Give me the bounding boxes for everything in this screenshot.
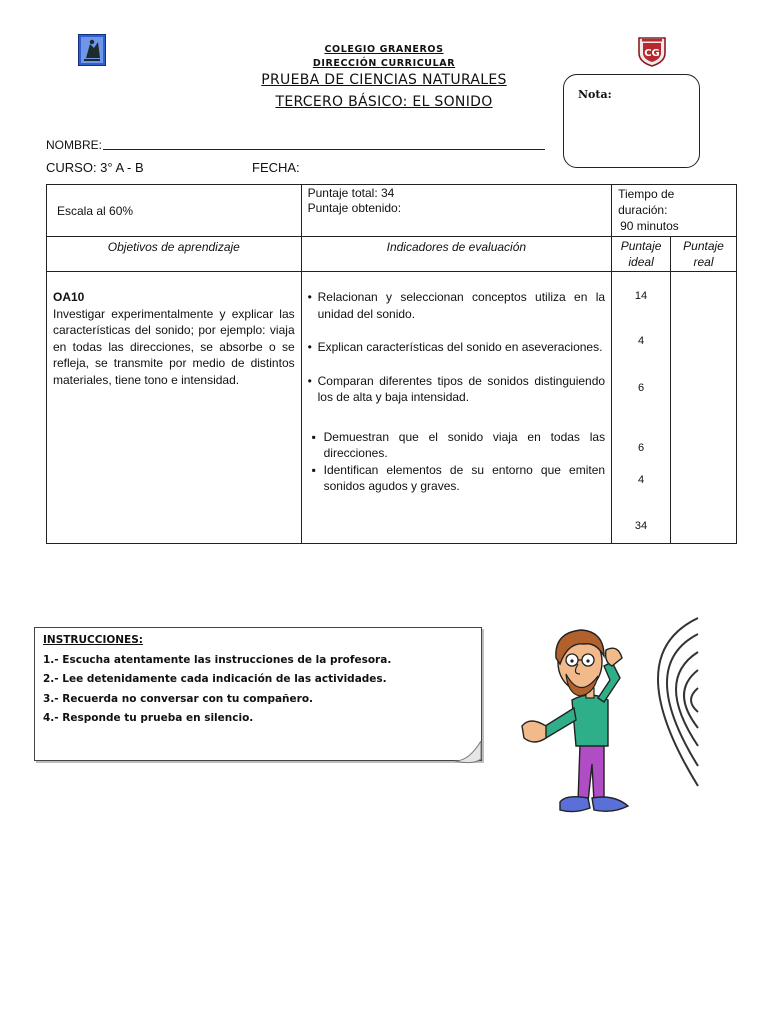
bullet-icon: •: [307, 373, 312, 388]
objective-text: Investigar experimentalmente y explicar las características del sonido; por ejemplo: viaja en todas las direcciones, se absorbe o se refleja, se transmite por medio de distintos materiales, tiene tono e intensidad.: [53, 306, 295, 387]
ideal-score-total: 34: [634, 520, 648, 532]
ideal-score-value: 4: [637, 474, 645, 486]
indicator-item: [308, 339, 605, 356]
ideal-score-header-2: ideal: [628, 255, 654, 269]
name-label: NOMBRE:: [46, 138, 103, 152]
objectives-header-text: Objetivos de aprendizaje: [107, 240, 240, 254]
indicator-text: Identifican elementos de su entorno que emiten sonidos agudos y graves.: [323, 462, 606, 493]
indicators-cell: [301, 272, 611, 544]
name-input-line[interactable]: [103, 149, 545, 150]
ideal-score-header: [612, 237, 671, 272]
indicator-text: Comparan diferentes tipos de sonidos distinguiendo los de alta y baja intensidad.: [317, 373, 606, 404]
table-content-row: [47, 272, 737, 544]
objective-cell: [47, 272, 302, 544]
objectives-header: [47, 237, 302, 272]
table-header-row: [47, 237, 737, 272]
indicator-text: Demuestran que el sonido viaja en todas las direcciones.: [323, 429, 606, 460]
ideal-score-value: 14: [634, 290, 648, 302]
ideal-scores-cell: [612, 272, 671, 544]
test-title: PRUEBA DE CIENCIAS NATURALES: [261, 72, 507, 88]
ideal-score-value: 6: [637, 442, 645, 454]
test-subtitle: TERCERO BÁSICO: EL SONIDO: [275, 94, 493, 110]
instructions-title: INSTRUCCIONES:: [43, 634, 143, 646]
indicator-item: [308, 462, 605, 495]
instruction-item: 1.- Escucha atentamente las instrucciones de la profesora.: [43, 653, 392, 666]
indicators-header: [301, 237, 611, 272]
table-summary-row: [47, 185, 737, 237]
objective-code: OA10: [53, 290, 85, 304]
indicator-text: Explican características del sonido en aseveraciones.: [317, 340, 603, 354]
real-score-header: [671, 237, 737, 272]
ideal-score-value: 4: [637, 335, 645, 347]
ideal-score-value: 6: [637, 382, 645, 394]
course-label: CURSO: 3° A - B: [46, 160, 144, 175]
obtained-score-text: Puntaje obtenido:: [307, 201, 402, 215]
instructions-list: [43, 631, 391, 729]
indicator-item: [308, 373, 605, 406]
total-score-text: Puntaje total: 34: [307, 186, 395, 200]
duration-value: 90 minutos: [620, 219, 679, 233]
bullet-icon: •: [307, 340, 312, 354]
indicator-text: Relacionan y seleccionan conceptos utiliza en la unidad del sonido.: [317, 290, 606, 321]
real-scores-cell[interactable]: [671, 272, 737, 544]
department-name: DIRECCIÓN CURRICULAR: [312, 58, 456, 69]
evaluation-table: [46, 184, 737, 544]
scale-cell: [47, 185, 302, 237]
bullet-icon: •: [307, 290, 312, 304]
page-curl-decoration: [455, 741, 483, 765]
ideal-score-header-1: Puntaje: [620, 239, 662, 253]
duration-label-2: duración:: [618, 203, 668, 217]
instruction-item: 4.- Responde tu prueba en silencio.: [43, 712, 254, 724]
real-score-header-2: real: [693, 255, 714, 269]
instruction-item: 3.- Recuerda no conversar con tu compañero.: [43, 692, 314, 705]
date-label: FECHA:: [252, 160, 300, 175]
grade-label: Nota:: [578, 88, 612, 101]
duration-cell: [612, 185, 737, 237]
scale-text: Escala al 60%: [57, 203, 134, 218]
listening-man-illustration: [508, 616, 704, 828]
school-name: COLEGIO GRANEROS: [324, 44, 444, 55]
bullet-icon: ▪: [311, 429, 316, 444]
real-score-header-1: Puntaje: [683, 239, 724, 253]
indicator-item: [308, 429, 605, 462]
bullet-icon: ▪: [311, 462, 316, 477]
svg-text:CG: CG: [644, 48, 660, 59]
indicator-item: [308, 289, 605, 322]
instruction-item: 2.- Lee detenidamente cada indicación de las actividades.: [43, 673, 387, 685]
indicators-header-text: Indicadores de evaluación: [386, 240, 527, 254]
total-score-cell: [301, 185, 611, 237]
duration-label-1: Tiempo de: [618, 187, 675, 201]
